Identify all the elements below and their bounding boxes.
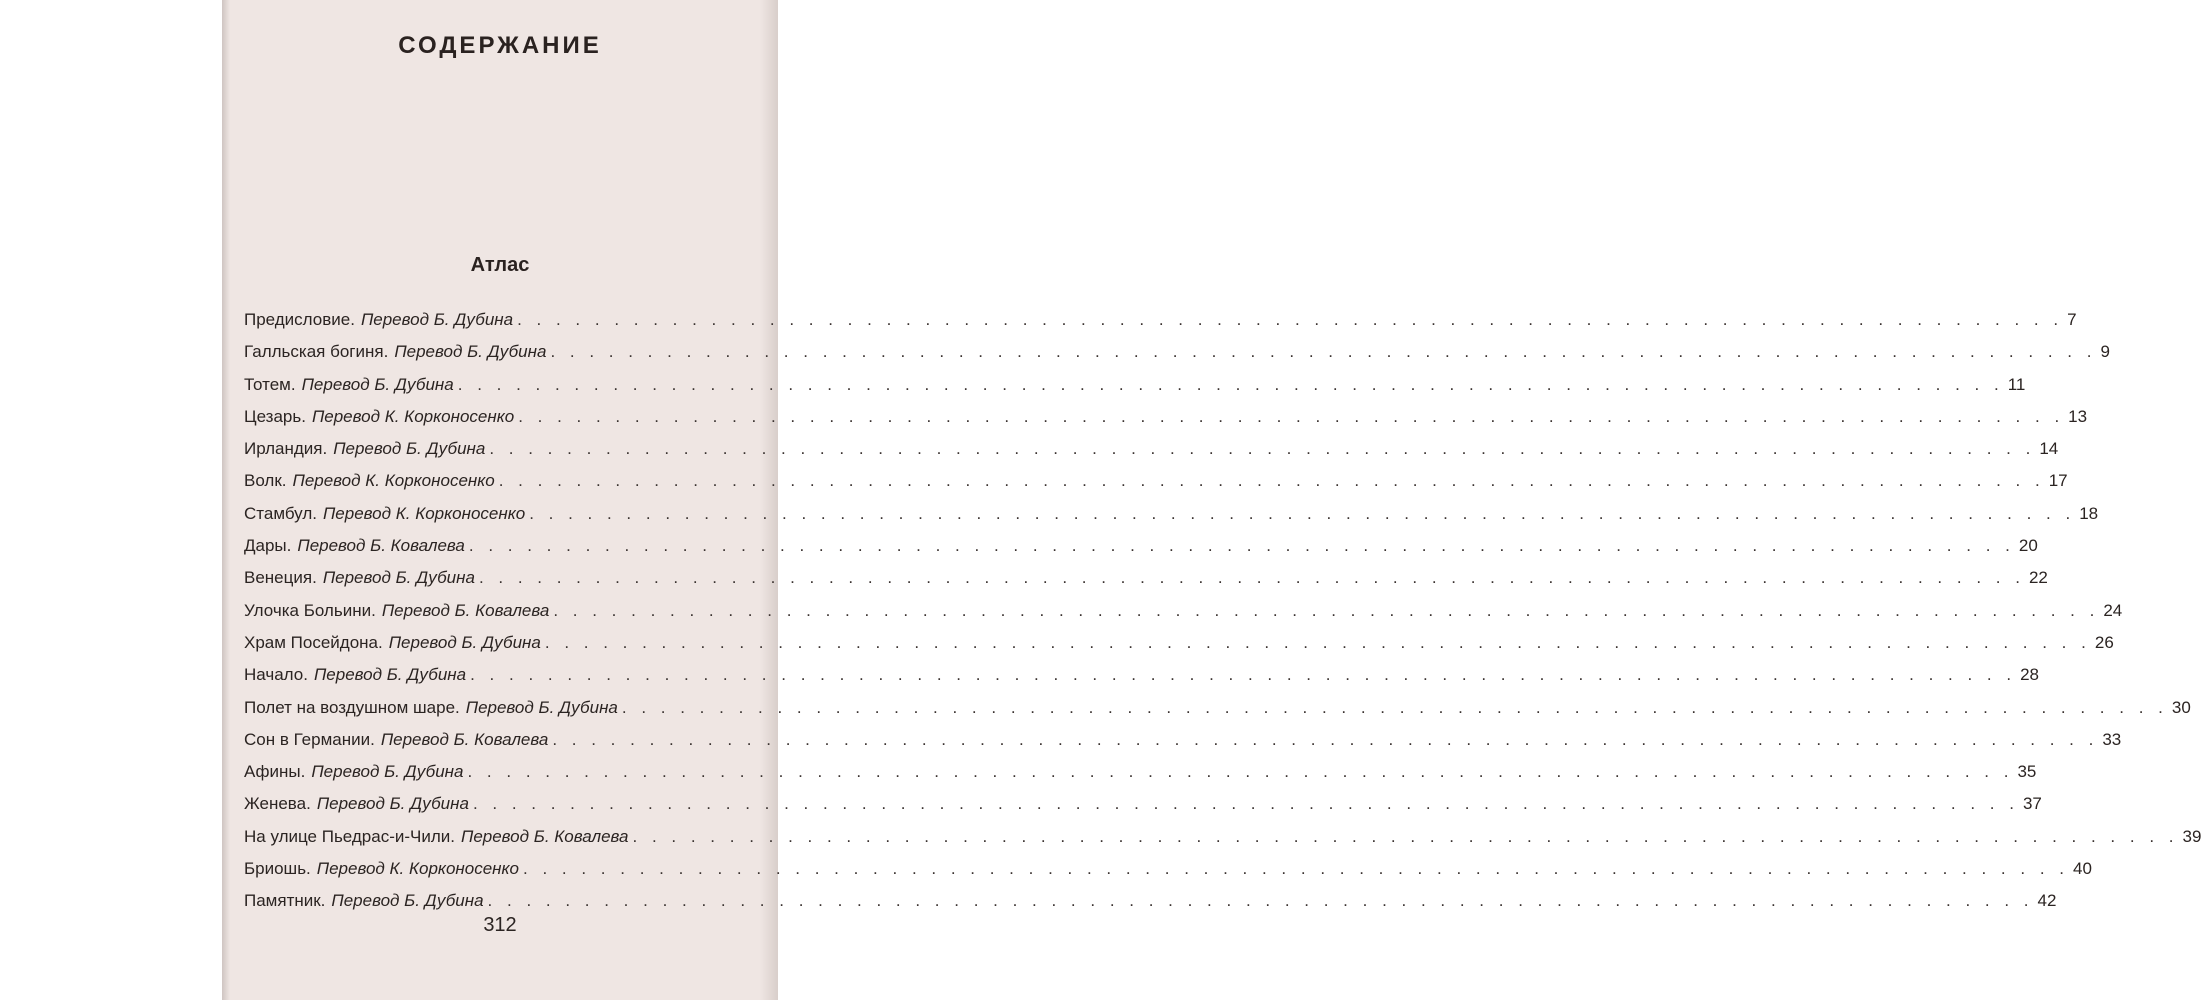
toc-entry bbox=[244, 374, 2026, 407]
toc-entry-page: 9 bbox=[2100, 342, 2110, 362]
toc-entry-title: Стамбул. bbox=[244, 503, 317, 523]
page-title: СОДЕРЖАНИЕ bbox=[398, 32, 602, 59]
toc-entry-title: На улице Пьедрас-и-Чили. bbox=[244, 826, 455, 846]
toc-entry-translator: Перевод К. Корконосенко bbox=[292, 471, 495, 491]
toc-entry-page: 24 bbox=[2103, 600, 2123, 620]
toc-entry-translator: Перевод К. Корконосенко bbox=[316, 859, 520, 879]
dot-leader: . . . . . . . . . . . . . . . . . . . . . . . . . . . . . . . . . . . . . . . . . . . . . . . . . . . . . . . . . . . . . . . . . . . . . . . . . . . . . . . . bbox=[478, 568, 2025, 588]
toc-entry-translator: Перевод Б. Дубина bbox=[313, 665, 467, 685]
dot-leader: . . . . . . . . . . . . . . . . . . . . . . . . . . . . . . . . . . . . . . . . . . . . . . . . . . . . . . . . . . . . . . . . . . . . . . . . . . . . . . . . bbox=[552, 729, 2099, 749]
dot-leader: . . . . . . . . . . . . . . . . . . . . . . . . . . . . . . . . . . . . . . . . . . . . . . . . . . . . . . . . . . . . . . . . . . . . . . . . . . . . . . . . bbox=[553, 600, 2100, 620]
toc-entry-title: Полет на воздушном шаре. bbox=[244, 697, 460, 717]
dot-leader: . . . . . . . . . . . . . . . . . . . . . . . . . . . . . . . . . . . . . . . . . . . . . . . . . . . . . . . . . . . . . . . . . . . . . . . . . . . . . . . . bbox=[472, 794, 2019, 814]
dot-leader: . . . . . . . . . . . . . . . . . . . . . . . . . . . . . . . . . . . . . . . . . . . . . . . . . . . . . . . . . . . . . . . . . . . . . . . . . . . . . . . . bbox=[517, 310, 2064, 329]
toc-entry-translator: Перевод Б. Ковалева bbox=[380, 729, 549, 749]
toc-entry bbox=[244, 536, 2038, 568]
toc-entry-title: Храм Посейдона. bbox=[244, 632, 383, 652]
toc-entry bbox=[244, 665, 2040, 697]
dot-leader: . . . . . . . . . . . . . . . . . . . . . . . . . . . . . . . . . . . . . . . . . . . . . . . . . . . . . . . . . . . . . . . . . . . . . . . . . . . . . . . . bbox=[529, 503, 2076, 523]
toc-entry-page: 37 bbox=[2022, 794, 2042, 814]
dot-leader: . . . . . . . . . . . . . . . . . . . . . . . . . . . . . . . . . . . . . . . . . . . . . . . . . . . . . . . . . . . . . . . . . . . . . . . . . . . . . . . . bbox=[544, 632, 2091, 652]
toc-entry-page: 33 bbox=[2102, 729, 2122, 749]
toc-entry-translator: Перевод Б. Дубина bbox=[301, 374, 454, 394]
toc-entry-translator: Перевод Б. Дубина bbox=[316, 794, 469, 814]
dot-leader: . . . . . . . . . . . . . . . . . . . . . . . . . . . . . . . . . . . . . . . . . . . . . . . . . . . . . . . . . . . . . . . . . . . . . . . . . . . . . . . . bbox=[467, 762, 2014, 782]
toc-entry-title: Предисловие. bbox=[244, 310, 355, 329]
toc-entry-page: 30 bbox=[2171, 697, 2191, 717]
toc-entry-title: Тотем. bbox=[244, 374, 296, 394]
dot-leader: . . . . . . . . . . . . . . . . . . . . . . . . . . . . . . . . . . . . . . . . . . . . . . . . . . . . . . . . . . . . . . . . . . . . . . . . . . . . . . . . bbox=[489, 439, 2036, 459]
toc-entry-page: 20 bbox=[2018, 536, 2038, 556]
page-number: 312 bbox=[483, 914, 517, 936]
toc-entry-title: Волк. bbox=[244, 471, 287, 491]
toc-entry-translator: Перевод Б. Дубина bbox=[331, 891, 484, 911]
toc-entry-page: 7 bbox=[2067, 310, 2077, 329]
toc-entry-page: 18 bbox=[2079, 503, 2099, 523]
toc-entry-translator: Перевод Б. Дубина bbox=[388, 632, 541, 652]
toc-entry-translator: Перевод Б. Ковалева bbox=[461, 826, 629, 846]
dot-leader: . . . . . . . . . . . . . . . . . . . . . . . . . . . . . . . . . . . . . . . . . . . . . . . . . . . . . . . . . . . . . . . . . . . . . . . . . . . . . . . . bbox=[457, 374, 2004, 394]
toc-entry-page: 22 bbox=[2028, 568, 2048, 588]
toc-entry-title: Ирландия. bbox=[244, 439, 328, 459]
toc-entry bbox=[244, 471, 2068, 503]
toc-entry-translator: Перевод К. Корконосенко bbox=[311, 406, 515, 426]
toc-entry-page: 39 bbox=[2182, 826, 2201, 846]
toc-entry-title: Бриошь. bbox=[244, 859, 311, 879]
toc-entry-translator: Перевод Б. Ковалева bbox=[297, 536, 465, 556]
table-of-contents bbox=[244, 310, 2201, 924]
toc-entry-title: Улочка Больини. bbox=[244, 600, 376, 620]
toc-entry-page: 42 bbox=[2037, 891, 2057, 911]
toc-entry-page: 17 bbox=[2048, 471, 2068, 491]
toc-entry-page: 28 bbox=[2020, 665, 2040, 685]
toc-entry bbox=[244, 697, 2191, 730]
dot-leader: . . . . . . . . . . . . . . . . . . . . . . . . . . . . . . . . . . . . . . . . . . . . . . . . . . . . . . . . . . . . . . . . . . . . . . . . . . . . . . . . bbox=[550, 342, 2097, 362]
toc-entry bbox=[244, 600, 2123, 633]
dot-leader: . . . . . . . . . . . . . . . . . . . . . . . . . . . . . . . . . . . . . . . . . . . . . . . . . . . . . . . . . . . . . . . . . . . . . . . . . . . . . . . . bbox=[498, 471, 2045, 491]
toc-entry-translator: Перевод Б. Дубина bbox=[333, 439, 486, 459]
toc-entry-page: 35 bbox=[2017, 762, 2037, 782]
dot-leader: . . . . . . . . . . . . . . . . . . . . . . . . . . . . . . . . . . . . . . . . . . . . . . . . . . . . . . . . . . . . . . . . . . . . . . . . . . . . . . . . bbox=[632, 826, 2179, 846]
toc-entry bbox=[244, 762, 2037, 794]
toc-entry-translator: Перевод Б. Дубина bbox=[360, 310, 514, 329]
toc-entry-translator: Перевод Б. Дубина bbox=[322, 568, 475, 588]
toc-entry-page: 13 bbox=[2068, 406, 2088, 426]
toc-entry-translator: Перевод Б. Ковалева bbox=[381, 600, 550, 620]
toc-entry-title: Цезарь. bbox=[244, 406, 306, 426]
toc-entry-page: 11 bbox=[2007, 374, 2026, 394]
toc-entry-title: Памятник. bbox=[244, 891, 326, 911]
page-gutter-shadow bbox=[222, 0, 230, 1000]
dot-leader: . . . . . . . . . . . . . . . . . . . . . . . . . . . . . . . . . . . . . . . . . . . . . . . . . . . . . . . . . . . . . . . . . . . . . . . . . . . . . . . . bbox=[470, 665, 2017, 685]
toc-entry-title: Женева. bbox=[244, 794, 311, 814]
toc-entry-page: 14 bbox=[2039, 439, 2059, 459]
toc-entry bbox=[244, 342, 2110, 374]
dot-leader: . . . . . . . . . . . . . . . . . . . . . . . . . . . . . . . . . . . . . . . . . . . . . . . . . . . . . . . . . . . . . . . . . . . . . . . . . . . . . . . . bbox=[523, 859, 2069, 879]
toc-entry bbox=[244, 503, 2099, 536]
toc-entry-title: Начало. bbox=[244, 665, 308, 685]
toc-entry bbox=[244, 794, 2042, 826]
toc-entry-translator: Перевод Б. Дубина bbox=[465, 697, 618, 717]
toc-entry-translator: Перевод Б. Дубина bbox=[394, 342, 547, 362]
toc-entry-page: 40 bbox=[2073, 859, 2092, 879]
section-heading: Атлас bbox=[470, 254, 530, 276]
dot-leader: . . . . . . . . . . . . . . . . . . . . . . . . . . . . . . . . . . . . . . . . . . . . . . . . . . . . . . . . . . . . . . . . . . . . . . . . . . . . . . . . bbox=[621, 697, 2168, 717]
toc-entry bbox=[244, 859, 2092, 891]
toc-entry bbox=[244, 632, 2114, 665]
toc-entry-translator: Перевод Б. Дубина bbox=[311, 762, 464, 782]
toc-entry-title: Венеция. bbox=[244, 568, 317, 588]
toc-entry bbox=[244, 310, 2077, 342]
toc-entry bbox=[244, 406, 2088, 439]
toc-entry bbox=[244, 729, 2122, 762]
toc-entry-title: Афины. bbox=[244, 762, 306, 782]
toc-entry-title: Галльская богиня. bbox=[244, 342, 389, 362]
toc-entry bbox=[244, 439, 2059, 471]
dot-leader: . . . . . . . . . . . . . . . . . . . . . . . . . . . . . . . . . . . . . . . . . . . . . . . . . . . . . . . . . . . . . . . . . . . . . . . . . . . . . . . . bbox=[468, 536, 2015, 556]
toc-entry bbox=[244, 826, 2201, 859]
toc-entry bbox=[244, 568, 2048, 600]
toc-entry-title: Сон в Германии. bbox=[244, 729, 375, 749]
dot-leader: . . . . . . . . . . . . . . . . . . . . . . . . . . . . . . . . . . . . . . . . . . . . . . . . . . . . . . . . . . . . . . . . . . . . . . . . . . . . . . . . bbox=[487, 891, 2034, 911]
toc-entry-page: 26 bbox=[2094, 632, 2114, 652]
toc-entry-title: Дары. bbox=[244, 536, 292, 556]
dot-leader: . . . . . . . . . . . . . . . . . . . . . . . . . . . . . . . . . . . . . . . . . . . . . . . . . . . . . . . . . . . . . . . . . . . . . . . . . . . . . . . . bbox=[518, 406, 2065, 426]
toc-entry-translator: Перевод К. Корконосенко bbox=[322, 503, 526, 523]
